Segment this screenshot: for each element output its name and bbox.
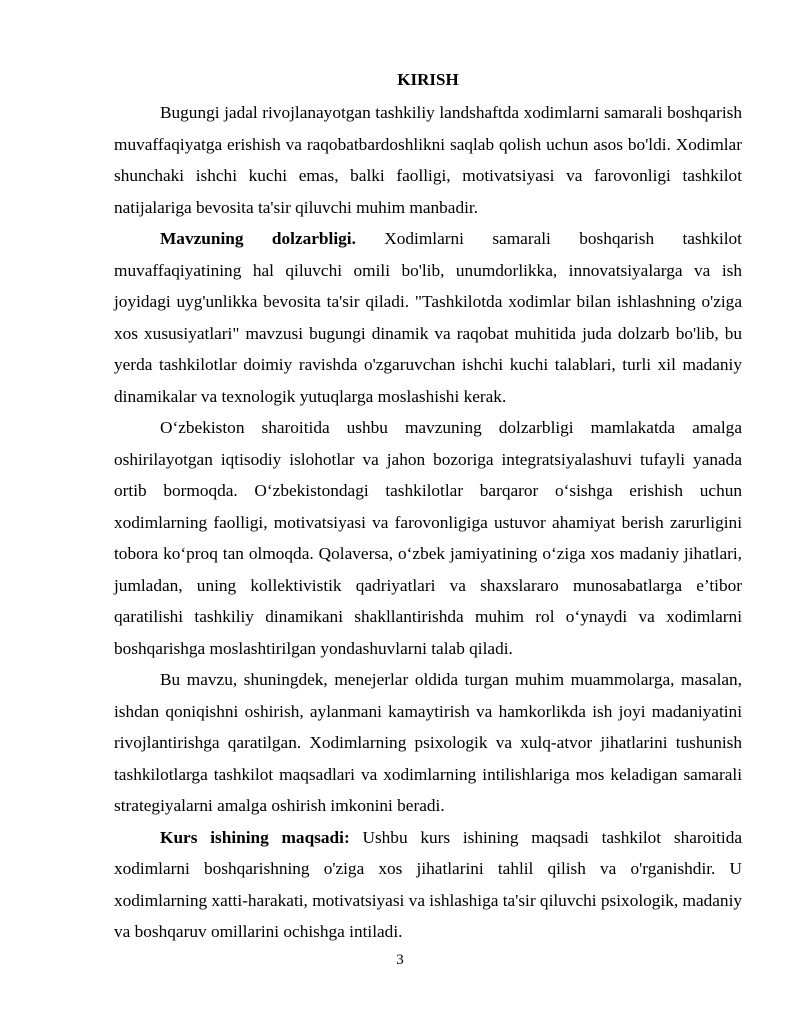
document-page	[114, 68, 742, 948]
paragraph-relevance	[114, 223, 742, 412]
paragraph-uzbekistan	[114, 412, 742, 664]
paragraph-intro	[114, 97, 742, 223]
paragraph-text: Bu mavzu, shuningdek, menejerlar oldida turgan muhim muammolarga, masalan, ishdan qoniqishni oshirish, aylanmani kamaytirish va hamkorlikda ish joyi madaniyatini rivojlantirishga qaratilgan. Xodimlarning psixologik va xulq-atvor jihatlarini tushunish tashkilotlarga tashkilot maqsadlari va xodimlarning intilishlariga mos keladigan samarali strategiyalarni amalga oshirish imkonini beradi.	[114, 670, 742, 815]
paragraph-text: Xodimlarni samarali boshqarish tashkilot muvaffaqiyatining hal qiluvchi omili bo'lib, unumdorlikka, innovatsiyalarga va ish joyidagi uyg'unlikka bevosita ta'sir qiladi. "Tashkilotda xodimlar bilan ishlashning o'ziga xos xususiyatlari" mavzusi bugungi dinamik va raqobat muhitida juda dolzarb bo'lib, bu yerda tashkilotlar doimiy ravishda o'zgaruvchan ishchi kuchi talablari, turli xil madaniy dinamikalar va texnologik yutuqlarga moslashishi kerak.	[114, 229, 742, 406]
paragraph-lead: Kurs ishining maqsadi:	[160, 827, 350, 847]
paragraph-text: Ushbu kurs ishining maqsadi tashkilot sharoitida xodimlarni boshqarishning o'ziga xos jihatlarini tahlil qilish va o'rganishdir. U xodimlarning xatti-harakati, motivatsiyasi va ishlashiga ta'sir qiluvchi psixologik, madaniy va boshqaruv omillarini ochishga intiladi.	[114, 827, 743, 941]
paragraph-goal	[114, 822, 742, 948]
paragraph-text: O‘zbekiston sharoitida ushbu mavzuning dolzarbligi mamlakatda amalga oshirilayotgan iqtisodiy islohotlar va jahon bozoriga integratsiyalashuvi tufayli yanada ortib bormoqda. O‘zbekistondagi tashkilotlar barqaror o‘sishga erishish uchun xodimlarning faolligi, motivatsiyasi va farovonligiga ustuvor ahamiyat berish zarurligini tobora ko‘proq tan olmoqda. Qolaversa, o‘zbek jamiyatining o‘ziga xos madaniy jihatlari, jumladan, uning kollektivistik qadriyatlari va shaxslararo munosabatlarga e’tibor qaratilishi tashkiliy dinamikani shakllantirishda muhim rol o‘ynaydi va xodimlarni boshqarishga moslashtirilgan yondashuvlarni talab qiladi.	[114, 418, 742, 658]
paragraph-managers	[114, 664, 742, 822]
paragraph-lead: Mavzuning dolzarbligi.	[160, 229, 356, 248]
section-title: KIRISH	[397, 70, 459, 89]
paragraph-text: Bugungi jadal rivojlanayotgan tashkiliy landshaftda xodimlarni samarali boshqarish muvaffaqiyatga erishish va raqobatbardoshlikni saqlab qolish uchun asos bo'ldi. Xodimlar shunchaki ishchi kuchi emas, balki faolligi, motivatsiyasi va farovonligi tashkilot natijalariga bevosita ta'sir qiluvchi muhim manbadir.	[114, 103, 742, 217]
page-number: 3	[396, 952, 404, 968]
